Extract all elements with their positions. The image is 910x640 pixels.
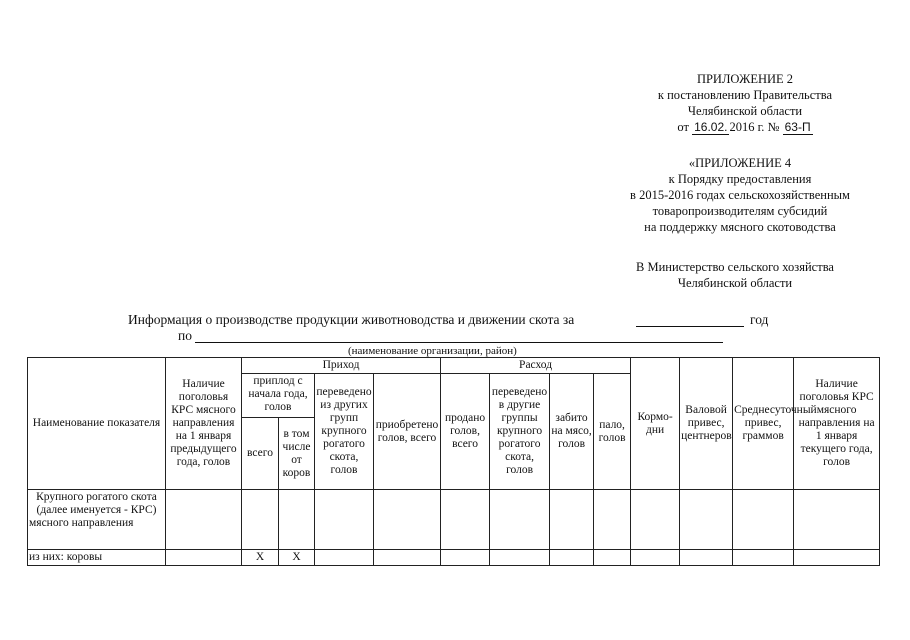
period-blank[interactable] xyxy=(636,311,744,327)
header-offspring: приплод с начала года, голов xyxy=(242,374,315,418)
header-gross-gain: Валовой привес, центнеров xyxy=(680,358,733,490)
table-cell[interactable] xyxy=(166,490,242,550)
appendix-4-title: «ПРИЛОЖЕНИЕ 4 xyxy=(688,156,792,170)
header-start: Наличие поголовья КРС мясного направления на 1 января предыдущего года, голов xyxy=(166,358,242,490)
appendix-2-date-line: от 16.02. 2016 г. № 63-П xyxy=(677,120,811,134)
header-sold: продано голов, всего xyxy=(441,374,490,490)
header-purchased: приобретено голов, всего xyxy=(374,374,441,490)
table-cell[interactable] xyxy=(166,550,242,566)
header-offspring-total: всего xyxy=(242,418,279,490)
appendix-2-line3: Челябинской области xyxy=(687,104,803,118)
appendix-4-block xyxy=(570,155,910,235)
table-cell[interactable] xyxy=(374,490,441,550)
form-title-text: Информация о производстве продукции животноводства и движении скота за xyxy=(128,312,575,327)
organization-blank[interactable] xyxy=(195,327,723,343)
x-mark-cell: X xyxy=(242,550,279,566)
appendix-4-line5: на поддержку мясного скотоводства xyxy=(644,220,836,234)
row-label-cows: из них: коровы xyxy=(28,550,166,566)
header-income: Приход xyxy=(242,358,441,374)
appendix-4-line2: к Порядку предоставления xyxy=(668,172,812,186)
table-cell[interactable] xyxy=(315,490,374,550)
table-cell[interactable] xyxy=(242,490,279,550)
organization-caption: (наименование организации, район) xyxy=(348,345,517,357)
table-cell[interactable] xyxy=(315,550,374,566)
appendix-2-title: ПРИЛОЖЕНИЕ 2 xyxy=(696,72,794,86)
header-feed-days: Кормо-дни xyxy=(631,358,680,490)
table-cell[interactable] xyxy=(594,490,631,550)
table-cell[interactable] xyxy=(490,490,550,550)
table-cell[interactable] xyxy=(733,550,794,566)
header-name: Наименование показателя xyxy=(28,358,166,490)
appendix-4-line3: в 2015-2016 годах сельскохозяйственным xyxy=(630,188,850,202)
row-label-cattle: Крупного рогатого скота (далее именуется - КРС) мясного направления xyxy=(28,490,166,550)
recipient-block xyxy=(585,259,885,291)
table-cell[interactable] xyxy=(794,550,880,566)
appendix-2-line2: к постановлению Правительства xyxy=(657,88,833,102)
header-transferred-out: переведено в другие группы крупного рогатого скота, голов xyxy=(490,374,550,490)
table-cell[interactable] xyxy=(794,490,880,550)
header-died: пало, голов xyxy=(594,374,631,490)
livestock-table xyxy=(27,357,880,566)
table-cell[interactable] xyxy=(279,490,315,550)
header-daily-gain: Среднесуточный привес, граммов xyxy=(733,358,794,490)
header-transferred-in: переведено из других групп крупного рогатого скота, голов xyxy=(315,374,374,490)
recipient-line2: Челябинской области xyxy=(677,276,793,290)
table-cell[interactable] xyxy=(733,490,794,550)
appendix-2-block xyxy=(600,71,890,135)
header-offspring-cows: в том числе от коров xyxy=(279,418,315,490)
table-cell[interactable] xyxy=(374,550,441,566)
handwritten-date: 16.02. xyxy=(694,120,728,134)
table-row xyxy=(28,490,880,550)
header-slaughtered: забито на мясо, голов xyxy=(550,374,594,490)
table-cell[interactable] xyxy=(441,490,490,550)
table-cell[interactable] xyxy=(441,550,490,566)
header-end: Наличие поголовья КРС мясного направления на 1 января текущего года, голов xyxy=(794,358,880,490)
handwritten-number: 63-П xyxy=(784,120,811,134)
table-cell[interactable] xyxy=(490,550,550,566)
appendix-4-line4: товаропроизводителям субсидий xyxy=(652,204,828,218)
recipient-line1: В Министерство сельского хозяйства xyxy=(636,260,834,274)
x-mark-cell: X xyxy=(279,550,315,566)
table-cell[interactable] xyxy=(680,490,733,550)
table-cell[interactable] xyxy=(550,550,594,566)
year-label: год xyxy=(750,312,769,327)
table-row xyxy=(28,550,880,566)
table-cell[interactable] xyxy=(680,550,733,566)
table-cell[interactable] xyxy=(594,550,631,566)
table-cell[interactable] xyxy=(631,490,680,550)
table-cell[interactable] xyxy=(631,550,680,566)
table-cell[interactable] xyxy=(550,490,594,550)
by-label: по xyxy=(178,328,192,343)
header-outcome: Расход xyxy=(441,358,631,374)
